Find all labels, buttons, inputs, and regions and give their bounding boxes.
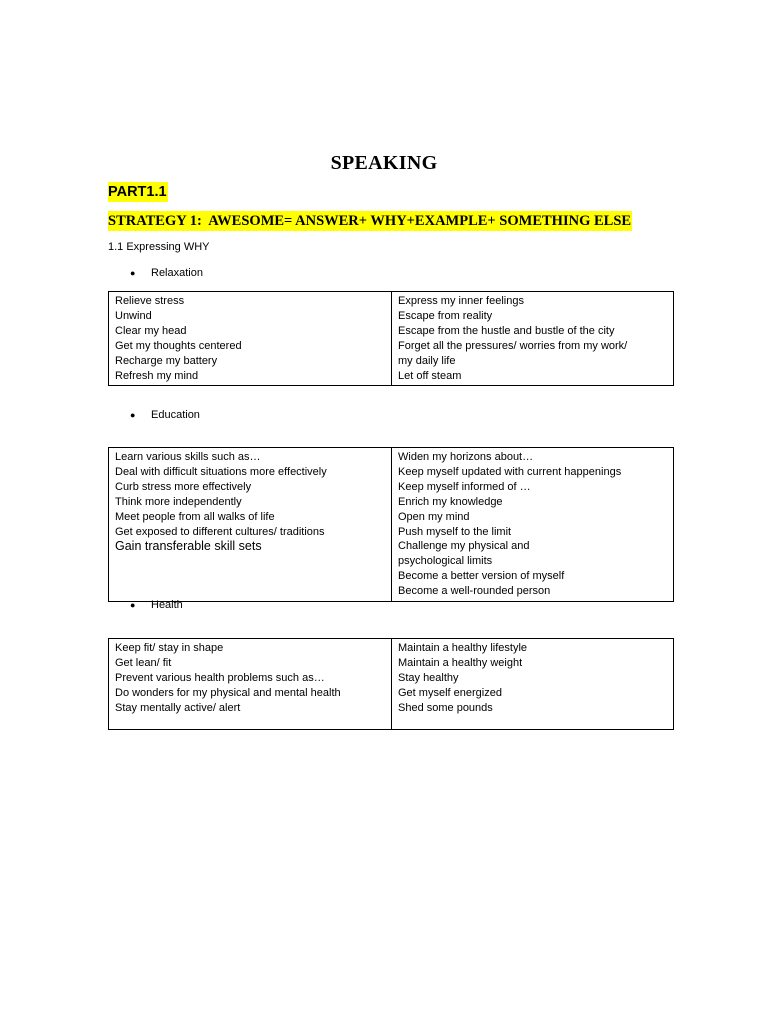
bullet-health [130, 598, 183, 612]
list-item: Let off steam [398, 369, 462, 382]
list-item: Clear my head [115, 324, 187, 337]
list-item: Keep fit/ stay in shape [115, 642, 224, 654]
health-table [108, 638, 674, 730]
list-item: Become a well-rounded person [398, 585, 551, 598]
list-item: Open my mind [398, 510, 470, 523]
list-item: Maintain a healthy weight [398, 656, 523, 669]
list-item: Enrich my knowledge [398, 495, 503, 508]
list-item: Keep myself updated with current happenings [398, 465, 622, 478]
list-item: Get lean/ fit [115, 656, 172, 669]
bullet-icon: ● [130, 410, 136, 420]
list-item: Become a better version of myself [398, 570, 565, 583]
strategy-heading: STRATEGY 1: AWESOME= ANSWER+ WHY+EXAMPLE+ SOMETHING ELSE [108, 213, 632, 229]
education-right-column [392, 448, 674, 602]
list-item: Express my inner feelings [398, 295, 524, 307]
list-item: Unwind [115, 309, 152, 322]
list-item: Keep myself informed of … [398, 480, 531, 493]
page-title: SPEAKING [330, 152, 438, 174]
list-item: Widen my horizons about… [398, 451, 534, 463]
list-item: psychological limits [398, 555, 493, 568]
health-left-column [109, 639, 392, 730]
part-heading: PART1.1 [108, 184, 167, 200]
list-item: Curb stress more effectively [115, 480, 252, 493]
bullet-relaxation [130, 266, 203, 280]
list-item: Get exposed to different cultures/ traditions [115, 525, 325, 538]
relaxation-right-column [392, 292, 674, 386]
bullet-label: Education [151, 409, 200, 421]
list-item: Deal with difficult situations more effectively [115, 465, 327, 478]
education-left-column [109, 448, 392, 602]
relaxation-table [108, 291, 674, 386]
list-item: Relieve stress [115, 295, 185, 307]
list-item: Stay healthy [398, 671, 459, 684]
list-item: Recharge my battery [115, 354, 218, 367]
education-table [108, 447, 674, 602]
list-item: Shed some pounds [398, 701, 493, 714]
list-item: Think more independently [115, 495, 242, 508]
list-item: Do wonders for my physical and mental health [115, 686, 341, 699]
list-item: Stay mentally active/ alert [115, 701, 241, 714]
list-item: Get myself energized [398, 686, 502, 699]
bullet-label: Relaxation [151, 267, 203, 279]
list-item: Escape from the hustle and bustle of the city [398, 324, 615, 337]
list-item: Get my thoughts centered [115, 339, 242, 352]
list-item: Gain transferable skill sets [115, 539, 262, 554]
list-item: Refresh my mind [115, 369, 199, 382]
list-item: Prevent various health problems such as… [115, 671, 325, 684]
list-item: Push myself to the limit [398, 525, 512, 538]
bullet-icon: ● [130, 268, 136, 278]
bullet-icon: ● [130, 600, 136, 610]
health-right-column [392, 639, 674, 730]
list-item: Meet people from all walks of life [115, 510, 275, 523]
list-item: Escape from reality [398, 309, 493, 322]
list-item: Learn various skills such as… [115, 451, 261, 463]
list-item: Challenge my physical and [398, 540, 530, 553]
section-subheading: 1.1 Expressing WHY [108, 241, 210, 253]
list-item: Maintain a healthy lifestyle [398, 642, 528, 654]
bullet-education [130, 408, 200, 422]
bullet-label: Health [151, 599, 183, 611]
list-item: Forget all the pressures/ worries from my work/ [398, 339, 628, 352]
list-item: my daily life [398, 354, 456, 367]
relaxation-left-column [109, 292, 392, 386]
